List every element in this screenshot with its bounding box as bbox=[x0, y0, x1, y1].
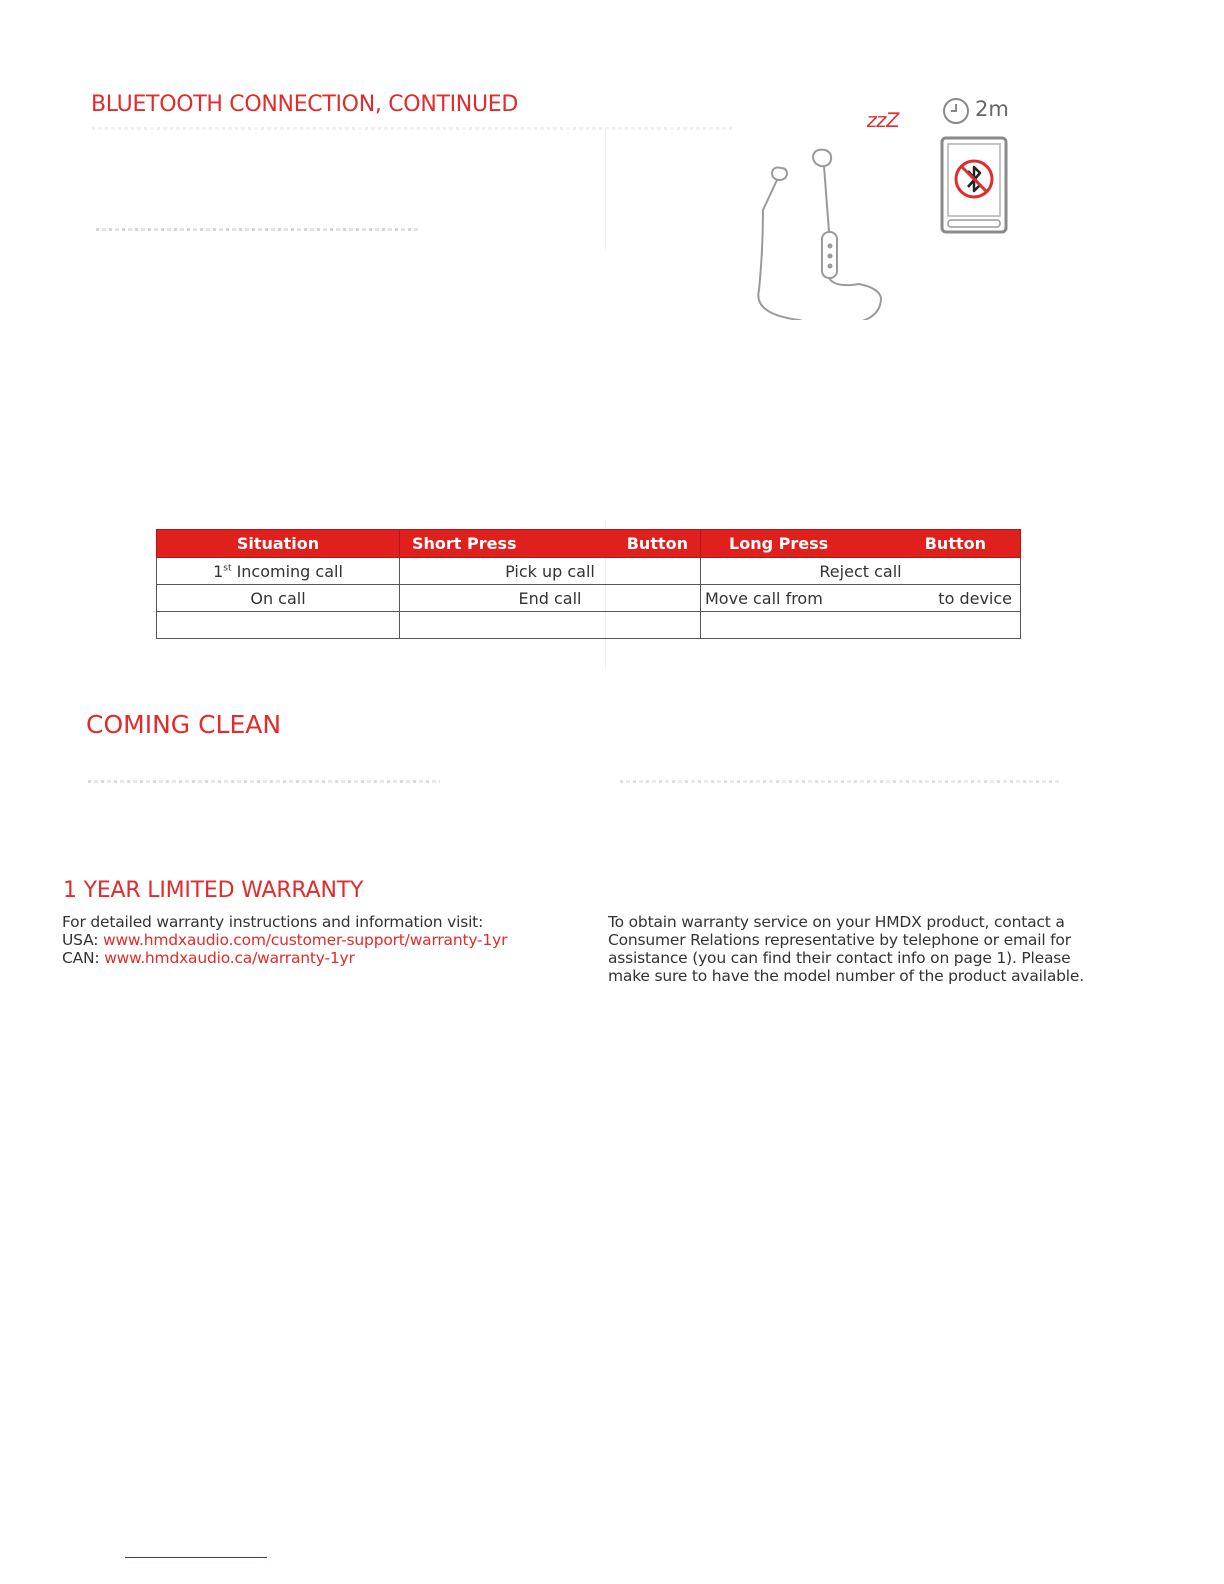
cut-cell bbox=[157, 612, 400, 639]
sleep-label: zzZ bbox=[865, 108, 901, 132]
header-long-press bbox=[701, 530, 1021, 558]
cut-cell bbox=[400, 612, 701, 639]
cell-short-press: End call bbox=[400, 585, 701, 612]
clock-icon bbox=[942, 97, 970, 125]
cell-situation bbox=[157, 558, 400, 585]
coming-clean-heading: COMING CLEAN bbox=[86, 710, 282, 739]
situation-label: Incoming call bbox=[236, 561, 343, 581]
can-line bbox=[62, 949, 582, 967]
service-line: make sure to have the model number of the product available. bbox=[608, 967, 1084, 985]
table-row bbox=[157, 558, 1021, 585]
cell-long-press bbox=[701, 585, 1021, 612]
footer-link-underline bbox=[125, 1557, 267, 1558]
cell-short-press: Pick up call bbox=[400, 558, 701, 585]
long-press-right-text: to device bbox=[938, 588, 1012, 608]
bluetooth-heading: BLUETOOTH CONNECTION, CONTINUED bbox=[91, 92, 519, 117]
header-short-button-label: Button bbox=[626, 534, 688, 553]
faint-text-line bbox=[96, 228, 418, 231]
cell-long-press: Reject call bbox=[701, 558, 1021, 585]
service-line: Consumer Relations representative by telephone or email for bbox=[608, 931, 1071, 949]
usa-label: USA: bbox=[62, 931, 99, 949]
header-short-press-label: Short Press bbox=[412, 534, 517, 553]
can-warranty-link[interactable]: www.hmdxaudio.ca/warranty-1yr bbox=[104, 949, 355, 967]
table-header-row bbox=[157, 530, 1021, 558]
usa-line bbox=[62, 931, 582, 949]
can-label: CAN: bbox=[62, 949, 100, 967]
faint-text-line bbox=[88, 780, 440, 783]
bluetooth-off-phone-icon bbox=[940, 136, 1010, 236]
call-actions-table bbox=[156, 529, 1021, 639]
warranty-intro: For detailed warranty instructions and information visit: bbox=[62, 913, 484, 931]
header-long-button-label: Button bbox=[924, 534, 986, 553]
table-row bbox=[157, 585, 1021, 612]
header-situation-label: Situation bbox=[236, 534, 320, 553]
cut-cell bbox=[701, 612, 1021, 639]
header-long-press-label: Long Press bbox=[729, 534, 829, 553]
service-line: assistance (you can find their contact info on page 1). Please bbox=[608, 949, 1071, 967]
situation-ordinal: 1 bbox=[213, 561, 224, 581]
earphones-illustration bbox=[755, 140, 885, 320]
column-divider bbox=[605, 130, 606, 250]
timer-label: 2m bbox=[975, 97, 1009, 121]
warranty-service-block bbox=[608, 913, 1128, 985]
warranty-links-block bbox=[62, 913, 582, 967]
warranty-heading: 1 YEAR LIMITED WARRANTY bbox=[63, 878, 364, 903]
situation-ordinal-suffix: st bbox=[223, 563, 232, 574]
faint-text-line bbox=[620, 780, 1060, 783]
header-situation bbox=[157, 530, 400, 558]
header-short-press bbox=[400, 530, 701, 558]
service-line: To obtain warranty service on your HMDX product, contact a bbox=[608, 913, 1065, 931]
long-press-left-text: Move call from bbox=[705, 588, 823, 608]
cell-situation: On call bbox=[157, 585, 400, 612]
table-row-cut bbox=[157, 612, 1021, 639]
faint-text-line bbox=[92, 127, 732, 130]
usa-warranty-link[interactable]: www.hmdxaudio.com/customer-support/warranty-1yr bbox=[102, 931, 508, 949]
